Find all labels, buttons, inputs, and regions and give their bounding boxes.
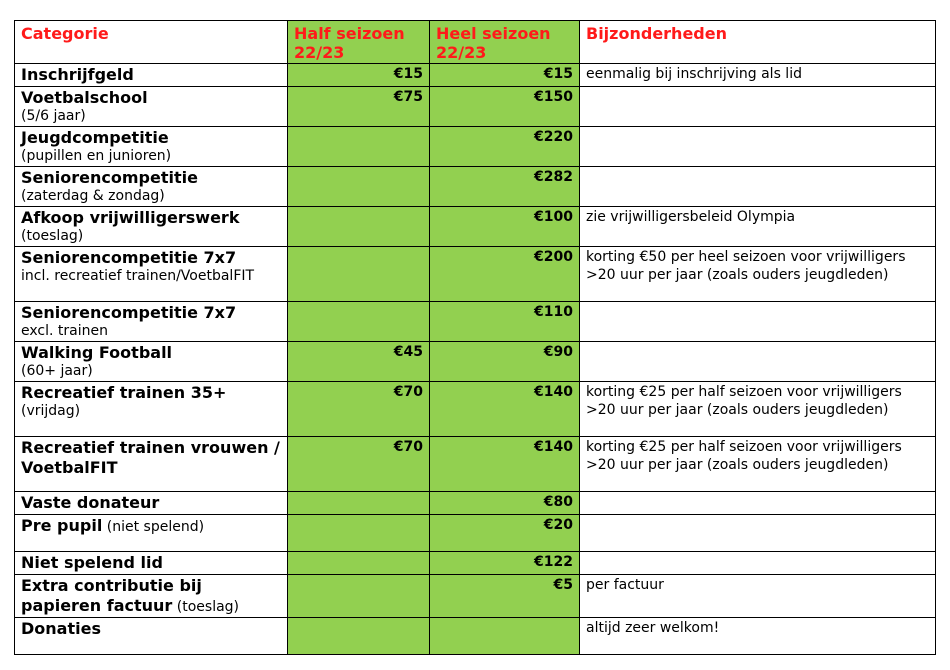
full-season-price: €100	[430, 207, 580, 247]
category-subtitle: (60+ jaar)	[21, 363, 93, 379]
table-row	[15, 167, 936, 207]
full-season-price: €140	[430, 437, 580, 492]
full-season-price: €140	[430, 382, 580, 437]
details-cell	[580, 167, 936, 207]
header-details: Bijzonderheden	[580, 21, 936, 64]
full-season-price: €15	[430, 64, 580, 87]
half-season-price	[288, 127, 430, 167]
table-row	[15, 207, 936, 247]
table-row	[15, 492, 936, 515]
category-title: Voetbalschool	[21, 88, 148, 107]
details-cell: korting €25 per half seizoen voor vrijwilligers >20 uur per jaar (zoals ouders jeugdleden)	[580, 382, 936, 437]
header-half-season: Half seizoen 22/23	[288, 21, 430, 64]
half-season-price	[288, 247, 430, 302]
table-row	[15, 552, 936, 575]
half-season-price	[288, 618, 430, 655]
category-title: Seniorencompetitie 7x7	[21, 303, 237, 322]
full-season-price: €80	[430, 492, 580, 515]
category-title: Seniorencompetitie 7x7	[21, 248, 237, 267]
category-cell	[15, 382, 288, 437]
header-category: Categorie	[15, 21, 288, 64]
details-cell: eenmalig bij inschrijving als lid	[580, 64, 936, 87]
table-row	[15, 382, 936, 437]
category-cell	[15, 167, 288, 207]
full-season-price: €282	[430, 167, 580, 207]
details-cell: altijd zeer welkom!	[580, 618, 936, 655]
category-cell	[15, 437, 288, 492]
full-season-price: €110	[430, 302, 580, 342]
category-cell	[15, 552, 288, 575]
half-season-price	[288, 515, 430, 552]
details-cell: zie vrijwilligersbeleid Olympia	[580, 207, 936, 247]
header-full-season: Heel seizoen 22/23	[430, 21, 580, 64]
details-cell	[580, 552, 936, 575]
table-row	[15, 575, 936, 618]
full-season-price: €150	[430, 87, 580, 127]
category-cell	[15, 64, 288, 87]
half-season-price	[288, 302, 430, 342]
table-row	[15, 515, 936, 552]
category-cell	[15, 247, 288, 302]
category-note: (toeslag)	[176, 599, 240, 615]
half-season-price	[288, 492, 430, 515]
category-subtitle: (zaterdag & zondag)	[21, 188, 165, 204]
full-season-price	[430, 618, 580, 655]
table-row	[15, 127, 936, 167]
table-row	[15, 87, 936, 127]
details-cell	[580, 87, 936, 127]
membership-fees-table	[14, 20, 936, 655]
category-subtitle: excl. trainen	[21, 323, 108, 339]
details-cell	[580, 342, 936, 382]
full-season-price: €5	[430, 575, 580, 618]
table-row	[15, 618, 936, 655]
category-title: Vaste donateur	[21, 493, 160, 512]
category-title: Extra contributie bij papieren factuur	[21, 576, 202, 615]
category-cell	[15, 575, 288, 618]
half-season-price	[288, 552, 430, 575]
category-cell	[15, 492, 288, 515]
category-subtitle: (vrijdag)	[21, 403, 81, 419]
header-row	[15, 21, 936, 64]
half-season-price: €15	[288, 64, 430, 87]
half-season-price: €70	[288, 437, 430, 492]
table-row	[15, 437, 936, 492]
table-row	[15, 342, 936, 382]
details-cell	[580, 515, 936, 552]
full-season-price: €122	[430, 552, 580, 575]
half-season-price	[288, 207, 430, 247]
full-season-price: €200	[430, 247, 580, 302]
full-season-price: €90	[430, 342, 580, 382]
category-cell	[15, 515, 288, 552]
category-title: Donaties	[21, 619, 101, 638]
category-title: Niet spelend lid	[21, 553, 163, 572]
category-title: Pre pupil	[21, 516, 103, 535]
details-cell: korting €25 per half seizoen voor vrijwilligers >20 uur per jaar (zoals ouders jeugdleden)	[580, 437, 936, 492]
category-cell	[15, 302, 288, 342]
details-cell	[580, 302, 936, 342]
category-subtitle: incl. recreatief trainen/VoetbalFIT	[21, 268, 255, 284]
table-row	[15, 64, 936, 87]
details-cell: korting €50 per heel seizoen voor vrijwilligers >20 uur per jaar (zoals ouders jeugdleden)	[580, 247, 936, 302]
details-cell	[580, 492, 936, 515]
category-title: Seniorencompetitie	[21, 168, 198, 187]
category-subtitle: (toeslag)	[21, 228, 84, 244]
full-season-price: €20	[430, 515, 580, 552]
table-row	[15, 302, 936, 342]
half-season-price: €70	[288, 382, 430, 437]
category-title: Walking Football	[21, 343, 173, 362]
category-subtitle: (5/6 jaar)	[21, 108, 86, 124]
category-cell	[15, 87, 288, 127]
category-subtitle: (pupillen en junioren)	[21, 148, 172, 164]
half-season-price: €45	[288, 342, 430, 382]
half-season-price	[288, 575, 430, 618]
table-row	[15, 247, 936, 302]
fee-rows	[15, 64, 936, 655]
category-title: Jeugdcompetitie	[21, 128, 169, 147]
category-title: Recreatief trainen 35+	[21, 383, 227, 402]
category-title: Afkoop vrijwilligerswerk	[21, 208, 240, 227]
details-cell	[580, 127, 936, 167]
half-season-price	[288, 167, 430, 207]
details-cell: per factuur	[580, 575, 936, 618]
full-season-price: €220	[430, 127, 580, 167]
category-cell	[15, 342, 288, 382]
category-note: (niet spelend)	[106, 519, 205, 535]
category-cell	[15, 127, 288, 167]
category-cell	[15, 207, 288, 247]
half-season-price: €75	[288, 87, 430, 127]
category-title: Recreatief trainen vrouwen / VoetbalFIT	[21, 438, 280, 477]
category-cell	[15, 618, 288, 655]
category-title: Inschrijfgeld	[21, 65, 134, 84]
